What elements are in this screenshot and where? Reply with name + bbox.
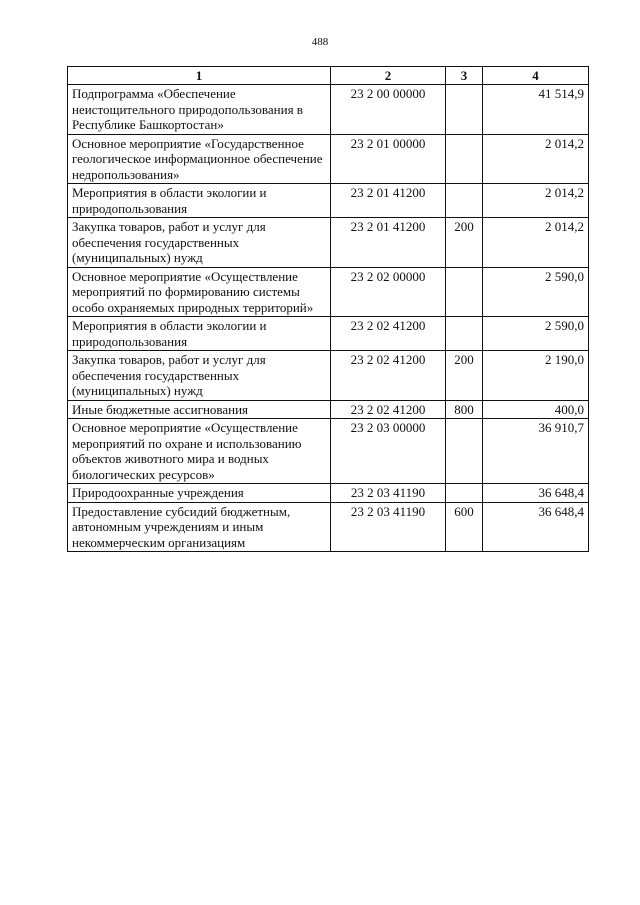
- row-amount: 2 590,0: [483, 267, 589, 317]
- row-code: 23 2 02 41200: [331, 400, 446, 419]
- row-code: 23 2 02 41200: [331, 317, 446, 351]
- row-name: Основное мероприятие «Осуществление мероприятий по формированию системы особо охраняемых природных территорий»: [68, 267, 331, 317]
- row-code: 23 2 01 00000: [331, 134, 446, 184]
- row-type: [446, 419, 483, 484]
- table-row: [68, 85, 589, 135]
- row-type: 600: [446, 502, 483, 552]
- table-row: [68, 400, 589, 419]
- row-name: Закупка товаров, работ и услуг для обеспечения государственных (муниципальных) нужд: [68, 218, 331, 268]
- row-type: [446, 267, 483, 317]
- row-code: 23 2 03 41190: [331, 502, 446, 552]
- table-row: [68, 134, 589, 184]
- table-header: [68, 67, 589, 85]
- row-type: 200: [446, 351, 483, 401]
- row-code: 23 2 00 00000: [331, 85, 446, 135]
- row-type: [446, 85, 483, 135]
- row-amount: 2 190,0: [483, 351, 589, 401]
- row-code: 23 2 01 41200: [331, 218, 446, 268]
- table-body: [68, 85, 589, 552]
- row-amount: 41 514,9: [483, 85, 589, 135]
- row-name: Иные бюджетные ассигнования: [68, 400, 331, 419]
- table-row: [68, 317, 589, 351]
- page-number: 488: [311, 36, 329, 48]
- row-type: 200: [446, 218, 483, 268]
- row-name: Подпрограмма «Обеспечение неистощительного природопользования в Республике Башкортостан»: [68, 85, 331, 135]
- column-header-4: 4: [483, 67, 589, 85]
- table-row: [68, 502, 589, 552]
- row-amount: 400,0: [483, 400, 589, 419]
- row-amount: 36 910,7: [483, 419, 589, 484]
- row-code: 23 2 03 41190: [331, 484, 446, 503]
- row-code: 23 2 01 41200: [331, 184, 446, 218]
- row-amount: 36 648,4: [483, 484, 589, 503]
- table-row: [68, 184, 589, 218]
- column-header-2: 2: [331, 67, 446, 85]
- row-type: [446, 184, 483, 218]
- column-header-3: 3: [446, 67, 483, 85]
- row-name: Мероприятия в области экологии и природопользования: [68, 317, 331, 351]
- row-name: Основное мероприятие «Государственное геологическое информационное обеспечение недропользования»: [68, 134, 331, 184]
- row-type: [446, 484, 483, 503]
- table-row: [68, 218, 589, 268]
- row-type: 800: [446, 400, 483, 419]
- row-type: [446, 134, 483, 184]
- row-code: 23 2 03 00000: [331, 419, 446, 484]
- row-name: Основное мероприятие «Осуществление мероприятий по охране и использованию объектов животного мира и водных биологических ресурсов»: [68, 419, 331, 484]
- row-name: Природоохранные учреждения: [68, 484, 331, 503]
- table-row: [68, 419, 589, 484]
- row-amount: 36 648,4: [483, 502, 589, 552]
- row-code: 23 2 02 00000: [331, 267, 446, 317]
- column-header-1: 1: [68, 67, 331, 85]
- row-name: Закупка товаров, работ и услуг для обеспечения государственных (муниципальных) нужд: [68, 351, 331, 401]
- row-type: [446, 317, 483, 351]
- row-name: Предоставление субсидий бюджетным, автономным учреждениям и иным некоммерческим организациям: [68, 502, 331, 552]
- budget-table: [67, 66, 589, 552]
- row-amount: 2 590,0: [483, 317, 589, 351]
- row-name: Мероприятия в области экологии и природопользования: [68, 184, 331, 218]
- table-row: [68, 267, 589, 317]
- table-row: [68, 351, 589, 401]
- row-amount: 2 014,2: [483, 218, 589, 268]
- row-amount: 2 014,2: [483, 134, 589, 184]
- row-amount: 2 014,2: [483, 184, 589, 218]
- header-row: [68, 67, 589, 85]
- table-row: [68, 484, 589, 503]
- row-code: 23 2 02 41200: [331, 351, 446, 401]
